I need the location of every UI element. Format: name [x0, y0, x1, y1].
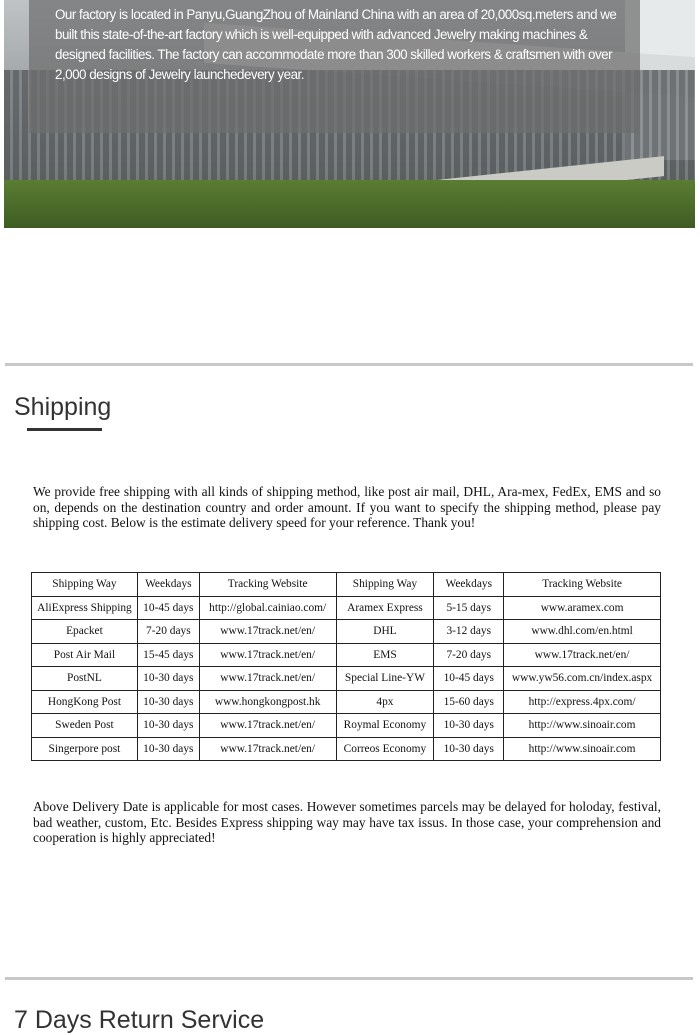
table-cell: Singerpore post	[32, 737, 138, 761]
table-cell: 7-20 days	[434, 643, 504, 667]
header-weekdays: Weekdays	[434, 573, 504, 597]
table-cell: Post Air Mail	[32, 643, 138, 667]
return-service-title: 7 Days Return Service	[14, 1006, 265, 1034]
title-underline	[27, 428, 102, 431]
table-cell: Correos Economy	[336, 737, 434, 761]
table-row	[32, 737, 661, 761]
header-shipping-way: Shipping Way	[32, 573, 138, 597]
table-cell: 10-30 days	[137, 737, 199, 761]
table-cell: Epacket	[32, 620, 138, 644]
table-cell: 10-30 days	[434, 714, 504, 738]
table-cell: 4px	[336, 690, 434, 714]
table-cell: www.17track.net/en/	[199, 620, 336, 644]
table-cell: 5-15 days	[434, 596, 504, 620]
table-cell: www.17track.net/en/	[199, 737, 336, 761]
table-cell: www.17track.net/en/	[199, 643, 336, 667]
table-cell: www.yw56.com.cn/index.aspx	[504, 667, 661, 691]
table-cell: 10-30 days	[434, 737, 504, 761]
table-cell: 15-60 days	[434, 690, 504, 714]
table-cell: http://global.cainiao.com/	[199, 596, 336, 620]
table-cell: Sweden Post	[32, 714, 138, 738]
table-header-row	[32, 573, 661, 597]
section-divider	[5, 363, 693, 366]
table-cell: PostNL	[32, 667, 138, 691]
header-tracking-website: Tracking Website	[504, 573, 661, 597]
table-cell: www.hongkongpost.hk	[199, 690, 336, 714]
header-shipping-way: Shipping Way	[336, 573, 434, 597]
factory-caption-box	[29, 0, 640, 133]
section-divider	[5, 977, 693, 980]
table-cell: Special Line-YW	[336, 667, 434, 691]
table-row	[32, 643, 661, 667]
header-weekdays: Weekdays	[137, 573, 199, 597]
table-cell: 7-20 days	[137, 620, 199, 644]
table-cell: 10-45 days	[434, 667, 504, 691]
table-row	[32, 667, 661, 691]
table-cell: www.17track.net/en/	[504, 643, 661, 667]
table-cell: www.aramex.com	[504, 596, 661, 620]
table-cell: www.17track.net/en/	[199, 714, 336, 738]
table-row	[32, 596, 661, 620]
table-cell: www.dhl.com/en.html	[504, 620, 661, 644]
table-cell: http://www.sinoair.com	[504, 714, 661, 738]
shipping-table	[31, 572, 661, 761]
delivery-note: Above Delivery Date is applicable for most cases. However sometimes parcels may be delayed for holoday, festival, bad weather, custom, Etc. Besides Express shipping way may have tax issus. In those case, your comprehension and cooperation is highly appreciated!	[33, 799, 661, 845]
shipping-intro: We provide free shipping with all kinds of shipping method, like post air mail, DHL, Ara-mex, FedEx, EMS and so on, depends on the destination country and order amount. If you want to specify the shipping method, please pay shipping cost. Below is the estimate delivery speed for your reference. Thank you!	[33, 484, 661, 530]
table-cell: 10-30 days	[137, 667, 199, 691]
table-cell: EMS	[336, 643, 434, 667]
table-cell: 10-30 days	[137, 714, 199, 738]
table-row	[32, 620, 661, 644]
table-cell: Roymal Economy	[336, 714, 434, 738]
table-cell: AliExpress Shipping	[32, 596, 138, 620]
header-tracking-website: Tracking Website	[199, 573, 336, 597]
table-cell: 3-12 days	[434, 620, 504, 644]
factory-description: Our factory is located in Panyu,GuangZhou of Mainland China with an area of 20,000sq.meters and we built this state-of-the-art factory which is well-equipped with advanced Jewelry making machines & designed facilities. The factory can accommodate more than 300 skilled workers & craftsmen with over 2,000 designs of Jewelry launchedevery year.	[55, 7, 617, 82]
lawn	[4, 180, 695, 228]
table-cell: http://express.4px.com/	[504, 690, 661, 714]
table-cell: Aramex Express	[336, 596, 434, 620]
table-row	[32, 690, 661, 714]
table-cell: http://www.sinoair.com	[504, 737, 661, 761]
table-cell: www.17track.net/en/	[199, 667, 336, 691]
table-cell: 10-30 days	[137, 690, 199, 714]
table-cell: DHL	[336, 620, 434, 644]
table-cell: 10-45 days	[137, 596, 199, 620]
table-row	[32, 714, 661, 738]
table-cell: 15-45 days	[137, 643, 199, 667]
shipping-title: Shipping	[14, 393, 112, 421]
table-cell: HongKong Post	[32, 690, 138, 714]
